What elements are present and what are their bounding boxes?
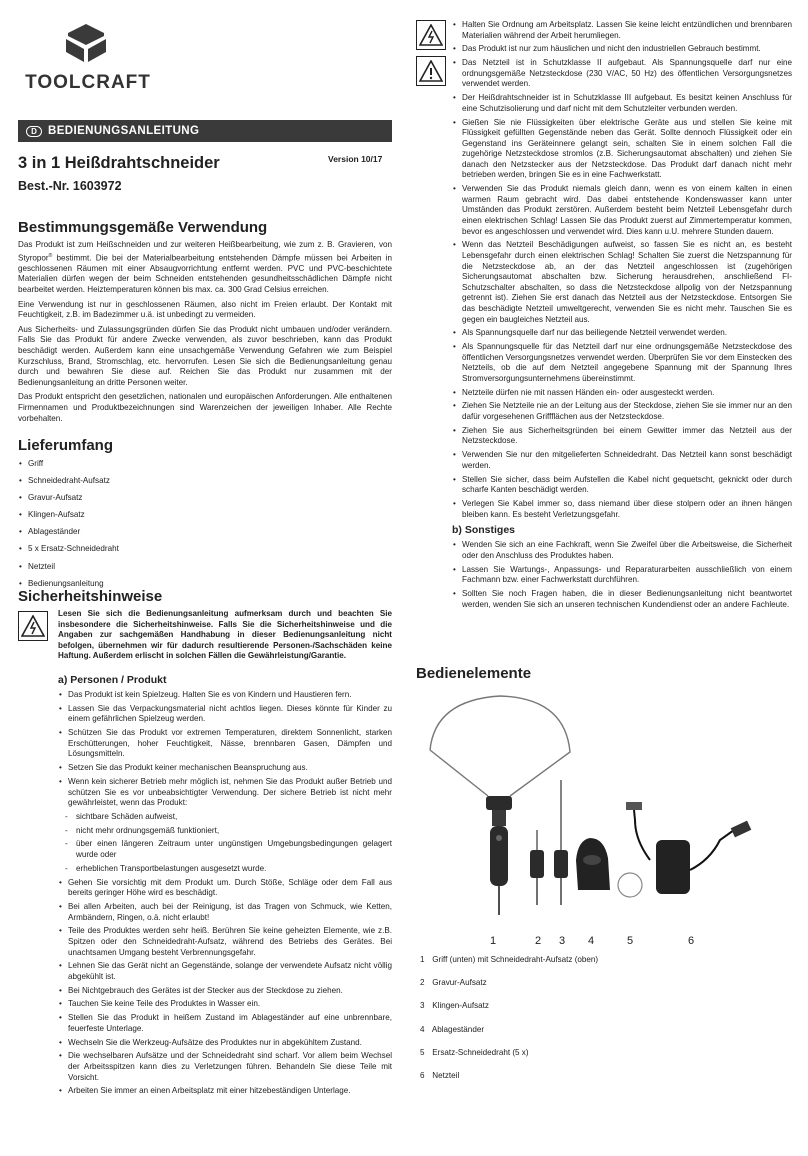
safety-a-sublist bbox=[58, 812, 392, 875]
intended-use-section bbox=[18, 219, 392, 424]
safety-section bbox=[18, 588, 392, 605]
list-item: 5 Ersatz-Schneidedraht (5 x) bbox=[420, 1047, 529, 1057]
intended-use-paragraph: Das Produkt entspricht den gesetzlichen, nationalen und europäischen Anforderungen. Alle enthaltenen Firmennamen und Produktbezeichnungen sind Warenzeichen der jeweiligen Inhaber. Alle Rechte vorbehalten. bbox=[18, 392, 392, 423]
list-item: 2 Gravur-Aufsatz bbox=[420, 978, 487, 988]
list-item: • Das Produkt ist kein Spielzeug. Halten Sie es von Kindern und Haustieren fern. bbox=[58, 690, 392, 701]
engraving-attachment-2 bbox=[530, 830, 544, 905]
list-item: • Als Spannungsquelle für das Netzteil darf nur eine ordnungsgemäße Netzsteckdose des öffentlichen Versorgungsnetzes verwendet werden. Überprüfen Sie vor dem Einstecken des Netzteils, ob die auf dem Netzteil angegebene Spannung mit der Spannung Ihres Stromversorgungsunternehmens übereinstimmt. bbox=[452, 342, 792, 384]
list-item: • Sollten Sie noch Fragen haben, die in dieser Bedienungsanleitung nicht beantwortet werden, wenden Sie sich an unseren technischen Kundendienst oder an andere Fachleute. bbox=[452, 589, 792, 610]
version-label: Version 10/17 bbox=[328, 154, 383, 164]
banner-label: BEDIENUNGSANLEITUNG bbox=[48, 125, 200, 137]
safety-a-list-continued bbox=[58, 878, 392, 1097]
list-item: • Verwenden Sie nur den mitgelieferten Schneidedraht. Das Netzteil kann sonst beschädigt werden. bbox=[452, 450, 792, 471]
list-item: • Wechseln Sie die Werkzeug-Aufsätze des Produktes nur in abgekühltem Zustand. bbox=[58, 1038, 392, 1049]
list-item: 6 Netzteil bbox=[420, 1070, 460, 1080]
safety-a-list bbox=[58, 690, 392, 809]
blade-attachment-3 bbox=[554, 780, 568, 905]
list-item: • Schneidedraht-Aufsatz bbox=[18, 476, 392, 487]
list-item: • Setzen Sie das Produkt keiner mechanischen Beanspruchung aus. bbox=[58, 763, 392, 774]
order-number: Best.-Nr. 1603972 bbox=[18, 179, 122, 193]
list-item: • Ziehen Sie aus Sicherheitsgründen bei einem Gewitter immer das Netzteil aus der Netzsteckdose. bbox=[452, 426, 792, 447]
controls-heading: Bedienelemente bbox=[416, 665, 532, 682]
manual-banner bbox=[18, 120, 392, 142]
electric-warning-icon bbox=[21, 615, 45, 637]
list-item: • Teile des Produktes werden sehr heiß. Berühren Sie keine geheizten Elemente, wie z.B. Spitzen oder den Schneidedraht-Aufsatz, während des Betriebs des Gerätes. Bei unachtsamen Umgang besteht Verbrennungsgefahr. bbox=[58, 926, 392, 958]
list-item: - erheblichen Transportbelastungen ausgesetzt wurde. bbox=[58, 864, 392, 875]
list-item: • Wenn kein sicherer Betrieb mehr möglich ist, nehmen Sie das Produkt außer Betrieb und schützen Sie es vor unbeabsichtigter Verwendung. Der sichere Betrieb ist nicht mehr gewährleistet, wenn das Produkt: bbox=[58, 777, 392, 809]
list-item: • Verwenden Sie das Produkt niemals gleich dann, wenn es von einem kalten in einen warmen Raum gebracht wird. Das dabei entstehende Kondenswasser kann unter Umständen das Produkt zerstören. Außerdem besteht beim Netzteil Lebensgefahr durch einen elektrischen Schlag! Lassen Sie das Produkt zuerst auf Zimmertemperatur kommen, bevor es angeschlossen und verwendet wird. Dies kann u.U. mehrere Stunden dauern. bbox=[452, 184, 792, 237]
figure-number: 2 bbox=[535, 935, 542, 947]
intended-use-paragraph: Das Produkt ist zum Heißschneiden und zur weiteren Heißbearbeitung, wie zum z. B. Gravieren, von Styropor® bestimmt. Die bei der Materialbearbeitung entstehenden Dämpfe müssen bei Arbeiten in geschlossenen Räumen mit einer Absaugvorrichtung entfernt werden. PVC und PVC-beschichtete Materialien dürfen wegen der beim Schneiden entstehenden gesundheitsschädlichen Dämpfe nicht bearbeitet werden. Heiztemperaturen können bis max. ca. 300 Grad Celsius erreichen. bbox=[18, 240, 392, 295]
list-item: • Griff bbox=[18, 459, 392, 470]
electric-warning-box bbox=[416, 20, 446, 50]
figure-number: 1 bbox=[490, 935, 497, 947]
general-warning-box bbox=[416, 56, 446, 86]
safety-a-section bbox=[58, 674, 392, 1100]
handle-1 bbox=[486, 796, 512, 915]
brand-name: TOOLCRAFT bbox=[25, 72, 151, 93]
figure-number: 3 bbox=[559, 935, 566, 947]
list-item: • Stellen Sie das Produkt in heißem Zustand im Ablageständer auf eine unbrennbare, feuerfeste Unterlage. bbox=[58, 1013, 392, 1034]
language-badge: D bbox=[26, 126, 42, 137]
list-item: 1 Griff (unten) mit Schneidedraht-Aufsatz (oben) bbox=[420, 955, 599, 964]
list-item: • Gehen Sie vorsichtig mit dem Produkt um. Durch Stöße, Schläge oder dem Fall aus bereits geringer Höhe wird es beschädigt. bbox=[58, 878, 392, 899]
figure-number: 4 bbox=[588, 935, 595, 947]
list-item: - über einen längeren Zeitraum unter ungünstigen Umgebungsbedingungen gelagert wurde oder bbox=[58, 839, 392, 860]
list-item: • Netzteile dürfen nie mit nassen Händen ein- oder ausgesteckt werden. bbox=[452, 388, 792, 399]
brand-logo bbox=[18, 22, 158, 96]
safety-intro: Lesen Sie sich die Bedienungsanleitung aufmerksam durch und beachten Sie insbesondere die Sicherheitshinweise. Falls Sie die Sicherheitshinweise und die Angaben zur sachgemäßen Handhabung in dieser Bedienungsanleitung nicht befolgen, übernehmen wir für dadurch resultierende Personen-/Sachschäden keine Haftung. Außerdem erlischt in solchen Fällen die Gewährleistung/Garantie. bbox=[58, 609, 392, 661]
product-illustration bbox=[420, 690, 760, 920]
list-item: • Verlegen Sie Kabel immer so, dass niemand über diese stolpern oder an ihnen hängen bleiben kann. Es besteht Verletzungsgefahr. bbox=[452, 499, 792, 520]
controls-section bbox=[416, 665, 531, 682]
list-item: 3 Klingen-Aufsatz bbox=[420, 1001, 489, 1011]
list-item: • Das Produkt ist nur zum häuslichen und nicht den industriellen Gebrauch bestimmt. bbox=[452, 44, 792, 55]
list-item: • Ziehen Sie Netzteile nie an der Leitung aus der Steckdose, ziehen Sie sie immer nur an den dafür vorgesehenen Griffflächen aus der Netzsteckdose. bbox=[452, 401, 792, 422]
electric-warning-icon bbox=[419, 24, 443, 46]
figure-number: 6 bbox=[688, 935, 695, 947]
list-item: • Bei Nichtgebrauch des Gerätes ist der Stecker aus der Steckdose zu ziehen. bbox=[58, 986, 392, 997]
list-item: • Schützen Sie das Produkt vor extremen Temperaturen, direktem Sonnenlicht, starken Erschütterungen, hoher Feuchtigkeit, Nässe, brennbaren Gasen, Dämpfen und Lösungsmitteln. bbox=[58, 728, 392, 760]
list-item: • Bei allen Arbeiten, auch bei der Reinigung, ist das Tragen von Schmuck, wie Ketten, Armbändern, Ringen, o.ä. nicht erlaubt! bbox=[58, 902, 392, 923]
figure-number: 5 bbox=[627, 935, 634, 947]
list-item: • Als Spannungsquelle darf nur das beiliegende Netzteil verwendet werden. bbox=[452, 328, 792, 339]
list-item: • 5 x Ersatz-Schneidedraht bbox=[18, 544, 392, 555]
intended-use-paragraph: Eine Verwendung ist nur in geschlossenen Räumen, also nicht im Freien erlaubt. Der Kontakt mit Feuchtigkeit, z.B. im Badezimmer u.ä. ist unbedingt zu vermeiden. bbox=[18, 299, 392, 320]
list-item: • Wenn das Netzteil Beschädigungen aufweist, so fassen Sie es nicht an, es besteht Lebensgefahr durch einen elektrischen Schlag! Schalten Sie zuerst die Netzspannung für die Netzsteckdose ab, an der das Netzteil angeschlossen ist (zugehörigen Sicherungsautomat abschalten bzw. Sicherung herausdrehen, anschließend FI-Schutzschalter abschalten, so dass die Netzsteckdose allpolig von der Netzspannung getrennt ist). Ziehen Sie erst danach das Netzteil aus der Netzsteckdose. Entsorgen Sie das beschädigte Netzteil umweltgerecht, verwenden Sie es nicht mehr. Tauschen Sie es gegen ein baugleiches Netzteil aus. bbox=[452, 240, 792, 325]
intended-use-heading: Bestimmungsgemäße Verwendung bbox=[18, 219, 268, 236]
list-item: • Arbeiten Sie immer an einen Arbeitsplatz mit einer hitzebeständigen Unterlage. bbox=[58, 1086, 392, 1097]
safety-a-list-right bbox=[452, 20, 792, 520]
list-item: • Stellen Sie sicher, dass beim Aufstellen die Kabel nicht gequetscht, geknickt oder durch scharfe Kanten beschädigt werden. bbox=[452, 475, 792, 496]
list-item: • Netzteil bbox=[18, 562, 392, 573]
spare-wire-5 bbox=[618, 873, 642, 897]
scope-section bbox=[18, 437, 392, 596]
list-item: - nicht mehr ordnungsgemäß funktioniert, bbox=[58, 826, 392, 837]
list-item: • Lehnen Sie das Gerät nicht an Gegenstände, solange der verwendete Aufsatz nicht völlig abgekühlt ist. bbox=[58, 961, 392, 982]
list-item: - sichtbare Schäden aufweist, bbox=[58, 812, 392, 823]
cutting-wire-loop bbox=[430, 696, 570, 796]
list-item: • Die wechselbaren Aufsätze und der Schneidedraht sind scharf. Vor allem beim Wechsel der Arbeitsspitzen kann dies zu Verletzungen führen. Behandeln Sie diese Teile mit Vorsicht. bbox=[58, 1051, 392, 1083]
stand-4 bbox=[576, 838, 610, 890]
list-item: • Wenden Sie sich an eine Fachkraft, wenn Sie Zweifel über die Arbeitsweise, die Sicherheit oder den Anschluss des Produktes haben. bbox=[452, 540, 792, 561]
power-supply-6 bbox=[626, 802, 751, 894]
exclamation-warning-icon bbox=[419, 60, 443, 82]
list-item: • Lassen Sie das Verpackungsmaterial nicht achtlos liegen. Dieses könnte für Kinder zu einem gefährlichen Spielzeug werden. bbox=[58, 704, 392, 725]
safety-b-heading: b) Sonstiges bbox=[452, 524, 516, 537]
scope-heading: Lieferumfang bbox=[18, 437, 114, 454]
safety-heading: Sicherheitshinweise bbox=[18, 588, 163, 605]
list-item: • Das Netzteil ist in Schutzklasse II aufgebaut. Als Spannungsquelle darf nur eine ordnungsgemäße Netzsteckdose (230 V/AC, 50 Hz) des öffentlichen Versorgungsnetzes verwendet werden. bbox=[452, 58, 792, 90]
safety-b-list bbox=[452, 540, 792, 610]
electric-warning-box bbox=[18, 611, 48, 641]
safety-a-right bbox=[452, 20, 792, 613]
list-item: • Klingen-Aufsatz bbox=[18, 510, 392, 521]
list-item: • Lassen Sie Wartungs-, Anpassungs- und Reparaturarbeiten ausschließlich von einem Fachmann bzw. einer Fachwerkstatt durchführen. bbox=[452, 565, 792, 586]
safety-a-heading: a) Personen / Produkt bbox=[58, 674, 167, 686]
list-item: • Tauchen Sie keine Teile des Produktes in Wasser ein. bbox=[58, 999, 392, 1010]
controls-legend bbox=[420, 955, 790, 1094]
list-item: • Gießen Sie nie Flüssigkeiten über elektrische Geräte aus und stellen Sie keine mit Flüssigkeit gefüllten Gegenstände neben das Gerät. Sollte dennoch Flüssigkeit oder ein Gegenstand ins Geräteinnere gelangt sein, schalten Sie in einem solchen Fall die zugehörige Netzsteckdose stromlos (z.B. Sicherungsautomat abschalten) und ziehen Sie danach den Netzstecker aus der Netzsteckdose. Das Produkt darf danach nicht mehr betrieben werden, bringen Sie es in eine Fachwerkstatt. bbox=[452, 118, 792, 182]
intended-use-paragraph: Aus Sicherheits- und Zulassungsgründen dürfen Sie das Produkt nicht umbauen und/oder verändern. Falls Sie das Produkt für andere Zwecke verwenden, als zuvor beschrieben, kann das Produkt beschädigt werden. Außerdem kann eine unsachgemäße Verwendung Gefahren wie zum Beispiel Kurzschluss, Brand, Stromschlag, etc. hervorrufen. Lesen Sie sich die Bedienungsanleitung genau durch und bewahren Sie diese auf. Reichen Sie das Produkt nur zusammen mit der Bedienungsanleitung an dritte Personen weiter. bbox=[18, 324, 392, 387]
list-item: 4 Ablageständer bbox=[420, 1024, 485, 1034]
list-item: • Gravur-Aufsatz bbox=[18, 493, 392, 504]
scope-list bbox=[18, 459, 392, 589]
list-item: • Ablageständer bbox=[18, 527, 392, 538]
page-title: 3 in 1 Heißdrahtschneider bbox=[18, 154, 220, 172]
list-item: • Bedienungsanleitung bbox=[18, 579, 392, 590]
list-item: • Der Heißdrahtschneider ist in Schutzklasse III aufgebaut. Es besitzt keinen Anschluss für eine Schutzisolierung und darf nicht mit dem Schutzleiter verbunden werden. bbox=[452, 93, 792, 114]
list-item: • Halten Sie Ordnung am Arbeitsplatz. Lassen Sie keine leicht entzündlichen und brennbaren Materialien während der Arbeit herumliegen. bbox=[452, 20, 792, 41]
